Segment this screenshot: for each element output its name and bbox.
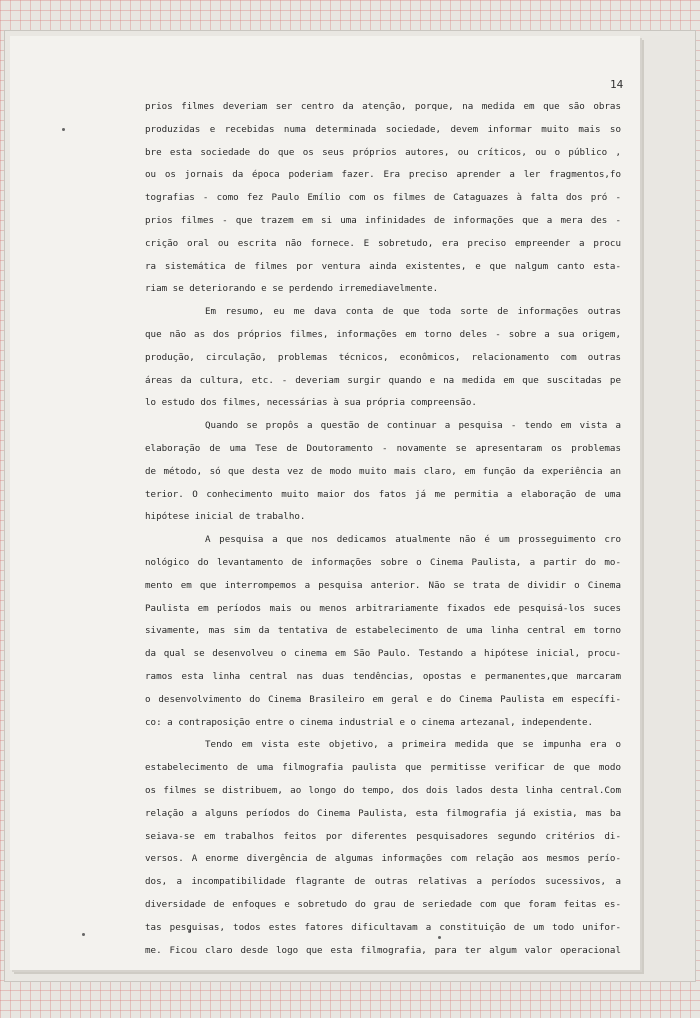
- text-line: nológico do levantamento de informações sobre o Cinema Paulista, a partir do mo-: [145, 557, 621, 568]
- text-line: áreas da cultura, etc. - deveriam surgir quando e na medida em que suscitadas pe: [145, 375, 621, 386]
- text-line: mento em que interrompemos a pesquisa anterior. Não se trata de dividir o Cinema: [145, 580, 621, 591]
- text-line: me. Ficou claro desde logo que esta filmografia, para ter algum valor operacional: [145, 945, 621, 956]
- text-line: produzidas e recebidas numa determinada sociedade, devem informar muito mais so: [145, 124, 621, 135]
- text-line: sivamente, mas sim da tentativa de estabelecimento de uma linha central em torno: [145, 625, 621, 636]
- text-line: produção, circulação, problemas técnicos, econômicos, relacionamento com outras: [145, 352, 621, 363]
- text-line: lo estudo dos filmes, necessárias à sua própria compreensão.: [145, 397, 477, 408]
- text-line: ramos esta linha central nas duas tendências, opostas e permanentes,que marcaram: [145, 671, 621, 682]
- text-line: o desenvolvimento do Cinema Brasileiro em geral e do Cinema Paulista em específi-: [145, 694, 621, 705]
- text-line: da qual se desenvolveu o cinema em São Paulo. Testando a hipótese inicial, procu-: [145, 648, 621, 659]
- text-line: Em resumo, eu me dava conta de que toda sorte de informações outras: [205, 306, 621, 317]
- text-line: prios filmes deveriam ser centro da atenção, porque, na medida em que são obras: [145, 101, 621, 112]
- text-line: prios filmes - que trazem em si uma infinidades de informações que a mera des -: [145, 215, 621, 226]
- page-number: 14: [610, 78, 624, 91]
- text-line: ra sistemática de filmes por ventura ainda existentes, e que nalgum canto esta-: [145, 261, 621, 272]
- text-line: versos. A enorme divergência de algumas informações com relação aos mesmos perío-: [145, 853, 621, 864]
- text-line: riam se deteriorando e se perdendo irremediavelmente.: [145, 283, 439, 294]
- text-line: estabelecimento de uma filmografia paulista que permitisse verificar de que modo: [145, 762, 621, 773]
- text-line: Paulista em períodos mais ou menos arbitrariamente fixados ede pesquisá-los suces: [145, 603, 621, 614]
- text-line: bre esta sociedade do que os seus próprios autores, ou críticos, ou o público ,: [145, 147, 621, 158]
- text-line: terior. O conhecimento muito maior dos fatos já me permitia a elaboração de uma: [145, 489, 621, 500]
- text-line: crição oral ou escrita não fornece. E sobretudo, era preciso empreender a procu: [145, 238, 621, 249]
- text-line: ou os jornais da época poderiam fazer. Era preciso aprender a ler fragmentos,fo: [145, 169, 621, 180]
- text-line: Quando se propôs a questão de continuar a pesquisa - tendo em vista a: [205, 420, 621, 431]
- text-line: seiava-se em trabalhos feitos por diferentes pesquisadores segundo critérios di-: [145, 831, 621, 842]
- text-line: Tendo em vista este objetivo, a primeira medida que se impunha era o: [205, 739, 621, 750]
- text-line: tas pesquisas, todos estes fatores dificultavam a constituição de um todo unifor-: [145, 922, 621, 933]
- text-line: relação a alguns períodos do Cinema Paulista, esta filmografia já existia, mas ba: [145, 808, 621, 819]
- text-line: elaboração de uma Tese de Doutoramento - novamente se apresentaram os problemas: [145, 443, 621, 454]
- text-line: os filmes se distribuem, ao longo do tempo, dos dois lados desta linha central.Com: [145, 785, 621, 796]
- text-line: que não as dos próprios filmes, informações em torno deles - sobre a sua origem,: [145, 329, 621, 340]
- text-line: de método, só que desta vez de modo muito mais claro, em função da experiência an: [145, 466, 621, 477]
- text-line: A pesquisa a que nos dedicamos atualmente não é um prosseguimento cro: [205, 534, 621, 545]
- text-line: diversidade de enfoques e sobretudo do grau de seriedade com que foram feitas es-: [145, 899, 621, 910]
- text-line: co: a contraposição entre o cinema industrial e o cinema artezanal, independente.: [145, 717, 594, 728]
- text-line: tografias - como fez Paulo Emílio com os filmes de Cataguazes à falta dos pró -: [145, 192, 621, 203]
- text-line: hipótese inicial de trabalho.: [145, 511, 306, 522]
- text-line: dos, a incompatibilidade flagrante de outras relativas a períodos sucessivos, a: [145, 876, 621, 887]
